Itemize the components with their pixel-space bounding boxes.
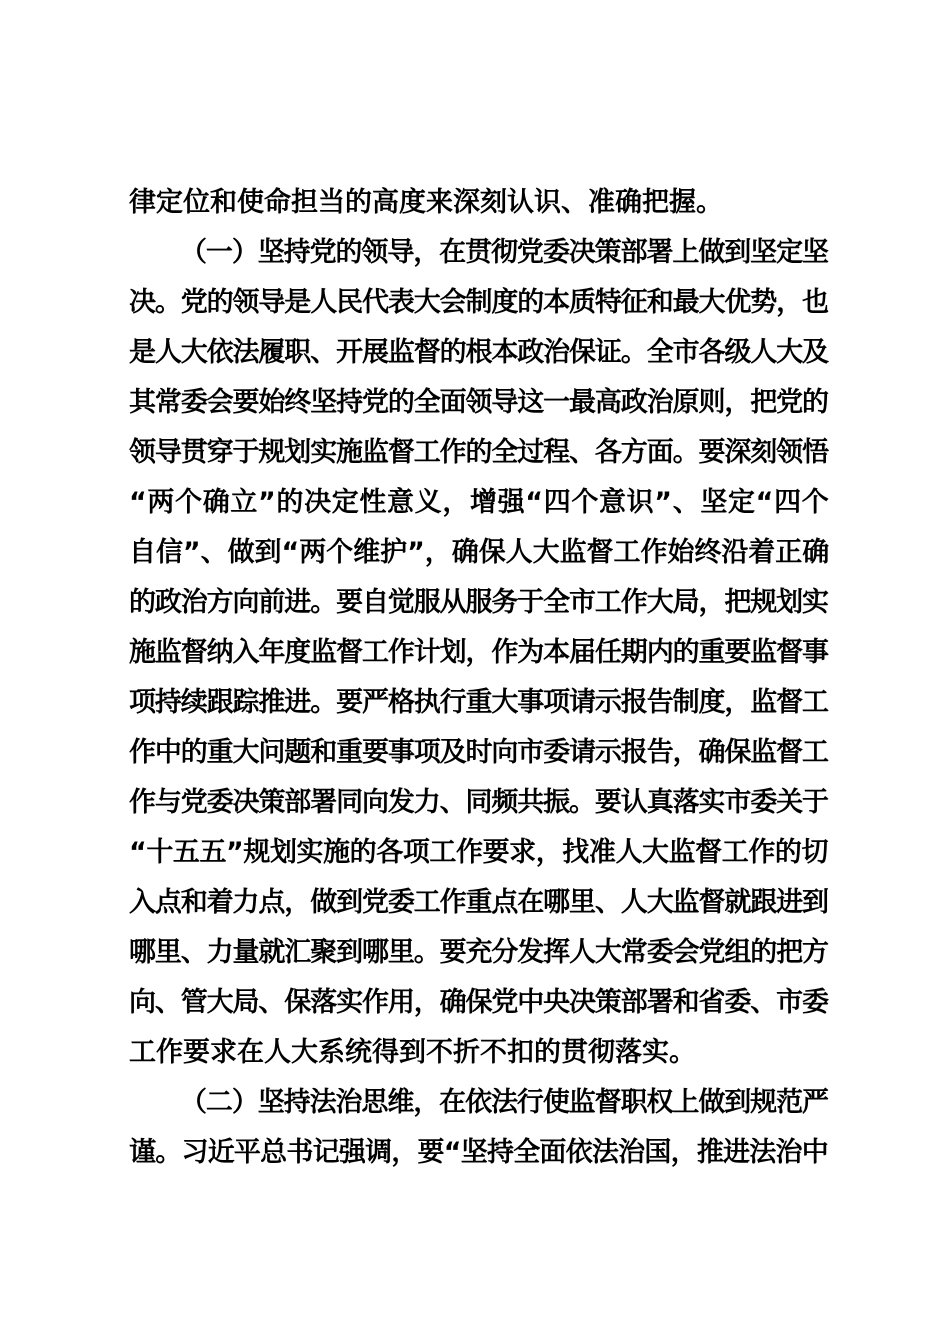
text-line: 施监督纳入年度监督工作计划，作为本届任期内的重要监督事 bbox=[129, 637, 828, 668]
text-line: “两个确立”的决定性意义，增强“四个意识”、坚定“四个 bbox=[129, 487, 830, 518]
text-line: 谨。习近平总书记强调，要“坚持全面依法治国，推进法治中 bbox=[129, 1137, 828, 1168]
text-line: 入点和着力点，做到党委工作重点在哪里、人大监督就跟进到 bbox=[129, 887, 828, 918]
text-line: 向、管大局、保落实作用，确保党中央决策部署和省委、市委 bbox=[129, 987, 828, 1018]
text-line: 其常委会要始终坚持党的全面领导这一最高政治原则，把党的 bbox=[129, 387, 828, 418]
text-line: 是人大依法履职、开展监督的根本政治保证。全市各级人大及 bbox=[129, 337, 828, 368]
text-line: 律定位和使命担当的高度来深刻认识、准确把握。 bbox=[129, 187, 723, 218]
text-line: 的政治方向前进。要自觉服从服务于全市工作大局，把规划实 bbox=[129, 587, 828, 618]
text-line: 作与党委决策部署同向发力、同频共振。要认真落实市委关于 bbox=[129, 787, 828, 818]
text-line: 自信”、做到“两个维护”，确保人大监督工作始终沿着正确 bbox=[129, 537, 830, 568]
section-heading-line: （一）坚持党的领导，在贯彻党委决策部署上做到坚定坚 bbox=[180, 237, 828, 268]
text-line: 作中的重大问题和重要事项及时向市委请示报告，确保监督工 bbox=[129, 737, 828, 768]
text-line: 领导贯穿于规划实施监督工作的全过程、各方面。要深刻领悟 bbox=[129, 437, 828, 468]
text-line: 决。党的领导是人民代表大会制度的本质特征和最大优势，也 bbox=[129, 287, 828, 318]
section-heading-line: （二）坚持法治思维，在依法行使监督职权上做到规范严 bbox=[180, 1087, 828, 1118]
text-line: “十五五”规划实施的各项工作要求，找准人大监督工作的切 bbox=[129, 837, 829, 868]
text-line: 工作要求在人大系统得到不折不扣的贯彻落实。 bbox=[129, 1037, 696, 1068]
text-line: 哪里、力量就汇聚到哪里。要充分发挥人大常委会党组的把方 bbox=[129, 937, 828, 968]
text-line: 项持续跟踪推进。要严格执行重大事项请示报告制度，监督工 bbox=[129, 687, 828, 718]
